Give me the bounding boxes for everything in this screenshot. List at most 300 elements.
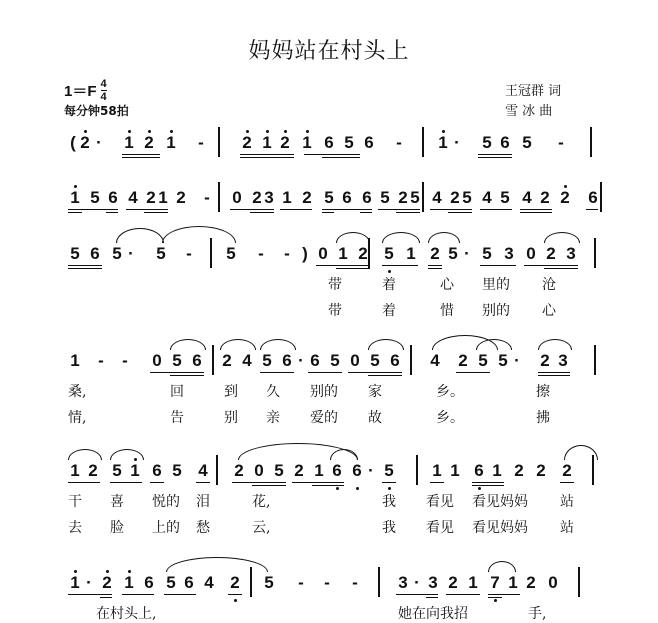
beam-underline — [68, 594, 112, 595]
note: 5 — [382, 244, 396, 264]
note: 2 — [540, 188, 550, 207]
beam-underline — [240, 157, 294, 158]
note: 6 — [390, 351, 400, 370]
lyric-text: 乡。 — [436, 410, 464, 426]
note: 6 — [282, 351, 292, 370]
note: 0 — [254, 461, 264, 480]
score-system — [66, 244, 586, 319]
lyric-text: 花, — [252, 494, 271, 510]
beam-underline — [430, 209, 472, 210]
lyric-text: 脸 — [110, 520, 124, 536]
note: · — [414, 573, 420, 592]
lyric-text: 别的 — [310, 384, 338, 400]
bar-line — [416, 455, 418, 485]
lyric-text: 我 — [382, 494, 396, 510]
key-label: 1＝F — [64, 83, 97, 100]
note: 6 — [192, 351, 202, 370]
lyric-text: 悦的 — [152, 494, 180, 510]
lyric-text: 愁 — [196, 520, 210, 536]
note: 1 — [300, 133, 314, 153]
lyric-text: 里的 — [482, 277, 510, 293]
beam-underline — [524, 265, 578, 266]
lyric-text: 在村头上, — [96, 606, 157, 622]
slur-arc — [476, 339, 512, 350]
note: 1 — [436, 133, 450, 153]
lyric-text: 亲 — [266, 410, 280, 426]
note: 5 — [522, 133, 532, 152]
note: 1 — [282, 188, 292, 207]
beam-underline — [382, 265, 418, 266]
note: 5 — [274, 461, 284, 480]
lyric-text: 擦 — [536, 384, 550, 400]
lyric-text: 心 — [542, 303, 556, 319]
beam-underline — [308, 372, 342, 373]
note: 7 — [488, 573, 502, 593]
note: 2 — [78, 133, 92, 153]
lyric-text: 着 — [382, 303, 396, 319]
lyric-text: 云, — [252, 520, 271, 536]
note: 4 — [242, 351, 252, 370]
beam-underline — [150, 372, 204, 373]
beam-underline — [428, 265, 442, 266]
bar-line — [378, 567, 380, 597]
note: 1 — [70, 351, 80, 370]
note: 5 — [498, 351, 508, 370]
note: - — [352, 573, 358, 592]
beam-underline — [538, 372, 570, 373]
beam-underline — [228, 594, 242, 595]
slur-arc — [330, 449, 358, 460]
beam-underline — [68, 212, 82, 213]
lyric-text: 上的 — [152, 520, 180, 536]
beam-underline — [446, 594, 480, 595]
lyric-text: 我 — [382, 520, 396, 536]
note: 5 — [172, 351, 182, 370]
note: 1 — [260, 133, 274, 153]
note: ) — [302, 244, 308, 263]
note: 1 — [468, 573, 478, 592]
note: · — [514, 351, 520, 370]
lyric-text: 干 — [68, 494, 82, 510]
bar-line — [218, 127, 220, 157]
beam-underline — [240, 154, 294, 155]
lyric-text: 告 — [170, 410, 184, 426]
beam-underline — [68, 209, 118, 210]
note: 2 — [252, 188, 262, 207]
beam-underline — [322, 209, 372, 210]
note: 4 — [482, 188, 492, 207]
note: 1 — [158, 188, 168, 207]
beam-underline — [396, 594, 438, 595]
note: · — [368, 461, 374, 480]
beam-underline — [68, 265, 102, 266]
note: 2 — [294, 461, 304, 480]
lyric-text: 久 — [266, 384, 280, 400]
note: - — [558, 133, 564, 152]
beam-underline — [312, 485, 344, 486]
beam-underline — [170, 375, 204, 376]
song-title: 妈妈站在村头上 — [248, 39, 410, 64]
lyric-text: 拂 — [536, 410, 550, 426]
note: 6 — [350, 461, 364, 481]
note: 1 — [68, 573, 82, 593]
beam-underline — [260, 372, 294, 373]
lyric-text: 看见 — [426, 494, 454, 510]
note: 5 — [410, 188, 420, 207]
note: 2 — [546, 244, 556, 263]
note: · — [454, 133, 460, 152]
lyric-text: 心 — [440, 277, 454, 293]
note: 6 — [144, 573, 154, 592]
note: 2 — [562, 461, 572, 480]
note: 3 — [504, 244, 514, 263]
beam-underline — [448, 212, 472, 213]
slur-arc — [170, 339, 206, 350]
note: 5 — [112, 461, 122, 480]
note: 5 — [370, 351, 380, 370]
note: 5 — [500, 188, 510, 207]
note: 5 — [462, 188, 472, 207]
slur-arc — [110, 449, 144, 460]
note: 5 — [226, 244, 236, 263]
lyric-text: 桑, — [68, 384, 87, 400]
bar-line — [578, 567, 580, 597]
note: 5 — [482, 133, 492, 152]
note: 6 — [184, 573, 194, 592]
note: 1 — [68, 188, 82, 208]
note: 2 — [398, 188, 408, 207]
note: 5 — [112, 244, 122, 263]
note: 6 — [362, 188, 372, 207]
beam-underline — [100, 597, 112, 598]
lyric-text: 乡。 — [436, 384, 464, 400]
note: 2 — [430, 244, 440, 263]
note: 6 — [364, 133, 374, 152]
beam-underline — [106, 212, 118, 213]
slur-arc — [68, 449, 102, 460]
lyric-text: 家 — [368, 384, 382, 400]
note: 1 — [70, 461, 80, 480]
slur-arc — [564, 445, 598, 460]
beam-underline — [292, 482, 344, 483]
beam-underline — [68, 268, 102, 269]
beam-underline — [252, 485, 286, 486]
beam-underline — [336, 268, 370, 269]
lyric-text: 泪 — [196, 494, 210, 510]
beam-underline — [378, 209, 420, 210]
note: · — [298, 351, 304, 370]
beam-underline — [230, 209, 274, 210]
note: 5 — [264, 573, 274, 592]
note: 3 — [264, 188, 274, 207]
slur-arc — [166, 557, 268, 572]
note: 4 — [198, 461, 208, 480]
beam-underline — [480, 265, 516, 266]
note: 2 — [142, 133, 156, 153]
bar-line — [422, 182, 424, 212]
note: 0 — [548, 573, 558, 592]
slur-arc — [488, 561, 516, 572]
slur-arc — [162, 226, 236, 243]
lyric-text: 看见妈妈 — [472, 520, 528, 536]
note: 5 — [448, 244, 458, 263]
beam-underline — [428, 268, 442, 269]
beam-underline — [110, 482, 142, 483]
note: 2 — [526, 573, 536, 592]
note: 5 — [172, 461, 182, 480]
beam-underline — [426, 597, 438, 598]
note: 3 — [428, 573, 438, 592]
slur-arc — [116, 228, 164, 243]
note: - — [204, 188, 210, 207]
note: 2 — [458, 351, 468, 370]
note: 2 — [448, 573, 458, 592]
bar-line — [600, 182, 602, 212]
lyric-text: 带 — [328, 303, 342, 319]
slur-arc — [428, 232, 460, 243]
beam-underline — [232, 482, 286, 483]
note: · — [464, 244, 470, 263]
beam-underline — [488, 594, 520, 595]
bar-line — [216, 455, 218, 485]
note: 2 — [240, 133, 254, 153]
beam-underline — [322, 157, 360, 158]
note: 3 — [566, 244, 576, 263]
beam-underline — [316, 265, 370, 266]
bar-line — [594, 238, 596, 268]
lyric-text: 手, — [528, 606, 547, 622]
note: 1 — [164, 133, 178, 153]
slur-arc — [336, 232, 370, 243]
note: ( — [70, 133, 76, 152]
beam-underline — [456, 372, 490, 373]
note: 5 — [156, 244, 166, 263]
note: 2 — [302, 188, 312, 207]
lyric-text: 别的 — [482, 303, 510, 319]
lyric-text: 回 — [170, 384, 184, 400]
note: 3 — [558, 351, 568, 370]
note: 1 — [122, 573, 136, 593]
note: 0 — [232, 188, 242, 207]
note: 2 — [540, 351, 550, 370]
note: 1 — [338, 244, 348, 263]
lyric-text: 看见妈妈 — [472, 494, 528, 510]
beam-underline — [396, 212, 420, 213]
bar-line — [594, 345, 596, 375]
note: 1 — [432, 461, 442, 480]
note: 5 — [382, 461, 396, 481]
beam-underline — [368, 375, 402, 376]
beam-underline — [544, 268, 578, 269]
lyric-text: 故 — [368, 410, 382, 426]
note: 5 — [482, 244, 492, 263]
note: 2 — [514, 461, 524, 480]
lyric-text: 着 — [382, 277, 396, 293]
beam-underline — [382, 482, 396, 483]
note: 6 — [500, 133, 510, 152]
score-system — [66, 133, 586, 155]
beam-underline — [144, 212, 168, 213]
note: - — [298, 573, 304, 592]
lyric-text: 别 — [224, 410, 238, 426]
note: 5 — [478, 351, 488, 370]
beam-underline — [280, 209, 312, 210]
note: 5 — [70, 244, 80, 263]
note: 6 — [152, 461, 162, 480]
note: 2 — [88, 461, 98, 480]
note: - — [122, 351, 128, 370]
beam-underline — [360, 212, 372, 213]
note: 6 — [324, 133, 334, 152]
note: 4 — [522, 188, 532, 207]
beam-underline — [586, 209, 598, 210]
note: 5 — [330, 351, 340, 370]
note: - — [324, 573, 330, 592]
beam-underline — [520, 209, 552, 210]
beam-underline — [430, 482, 444, 483]
beam-underline — [472, 485, 504, 486]
note: 6 — [330, 461, 344, 481]
slur-arc — [382, 232, 420, 243]
note: 4 — [204, 573, 214, 592]
composer-credit: 雪 冰 曲 — [505, 104, 553, 119]
beam-underline — [150, 482, 164, 483]
note: 3 — [398, 573, 408, 592]
note: 2 — [278, 133, 292, 153]
score-system — [66, 188, 598, 210]
bar-line — [212, 345, 214, 375]
beam-underline — [538, 375, 570, 376]
note: 0 — [318, 244, 328, 263]
note: 5 — [262, 351, 272, 370]
bar-line — [218, 182, 220, 212]
slur-arc — [220, 339, 256, 350]
beam-underline — [472, 482, 504, 483]
lyric-text: 看见 — [426, 520, 454, 536]
lyric-text: 喜 — [110, 494, 124, 510]
note: 2 — [358, 244, 368, 263]
score-system — [66, 461, 586, 536]
note: 2 — [228, 573, 242, 593]
note: 0 — [350, 351, 360, 370]
note: 2 — [146, 188, 156, 207]
note: 2 — [450, 188, 460, 207]
note: 6 — [90, 244, 100, 263]
note: - — [284, 244, 290, 263]
note: 6 — [342, 188, 352, 207]
note: 5 — [380, 188, 390, 207]
beam-underline — [196, 482, 210, 483]
beam-underline — [478, 154, 512, 155]
beam-underline — [520, 212, 552, 213]
key-signature — [64, 78, 107, 103]
note: · — [128, 244, 134, 263]
beam-underline — [122, 157, 160, 158]
note: 2 — [536, 461, 546, 480]
note: 1 — [128, 461, 142, 481]
note: - — [258, 244, 264, 263]
lyric-text: 沧 — [542, 277, 556, 293]
score-system — [66, 573, 586, 622]
beam-underline — [126, 209, 168, 210]
note: 2 — [100, 573, 114, 593]
note: 6 — [310, 351, 320, 370]
beam-underline — [348, 372, 402, 373]
time-signature: 4 4 — [100, 78, 107, 103]
slur-arc — [538, 339, 572, 350]
note: 6 — [108, 188, 118, 207]
beam-underline — [480, 209, 512, 210]
slur-arc — [544, 232, 580, 243]
beam-underline — [164, 594, 196, 595]
note: · — [96, 133, 102, 152]
lyric-text: 她在向我招 — [398, 606, 468, 622]
note: 5 — [324, 188, 334, 207]
lyric-text: 爱的 — [310, 410, 338, 426]
lyricist-credit: 王冠群 词 — [505, 84, 562, 99]
note: 1 — [406, 244, 416, 263]
beam-underline — [560, 482, 574, 483]
note: 4 — [432, 188, 442, 207]
note: 1 — [492, 461, 502, 480]
beam-underline — [122, 154, 160, 155]
beam-underline — [322, 212, 334, 213]
beam-underline — [478, 157, 512, 158]
beam-underline — [122, 594, 154, 595]
note: 0 — [526, 244, 536, 263]
lyric-text: 去 — [68, 520, 82, 536]
slur-arc — [368, 339, 404, 350]
beam-underline — [488, 597, 502, 598]
bar-line — [410, 345, 412, 375]
score-system — [66, 351, 586, 426]
note: 2 — [558, 188, 572, 208]
beam-underline — [68, 482, 100, 483]
note: 1 — [508, 573, 518, 592]
note: - — [186, 244, 192, 263]
note: 5 — [90, 188, 100, 207]
note: 2 — [234, 461, 244, 480]
lyric-text: 带 — [328, 277, 342, 293]
note: 4 — [128, 188, 138, 207]
lyric-text: 情, — [68, 410, 87, 426]
slur-arc — [260, 339, 296, 350]
note: 4 — [430, 351, 440, 370]
lyric-text: 站 — [560, 520, 574, 536]
note: 1 — [450, 461, 460, 480]
note: · — [86, 573, 92, 592]
note: 0 — [152, 351, 162, 370]
lyric-text: 站 — [560, 494, 574, 510]
note: 2 — [176, 188, 186, 207]
note: 2 — [222, 351, 232, 370]
bar-line — [590, 127, 592, 157]
beam-underline — [304, 154, 360, 155]
note: 6 — [472, 461, 486, 481]
lyric-text: 惜 — [440, 303, 454, 319]
note: - — [98, 351, 104, 370]
bar-line — [422, 127, 424, 157]
note: - — [198, 133, 204, 152]
tempo-marking: 每分钟58拍 — [64, 104, 129, 118]
note: 6 — [588, 188, 598, 207]
beam-underline — [250, 212, 274, 213]
note: 1 — [314, 461, 324, 480]
note: 5 — [166, 573, 176, 592]
note: 1 — [122, 133, 136, 153]
note: 5 — [344, 133, 354, 152]
note: - — [396, 133, 402, 152]
